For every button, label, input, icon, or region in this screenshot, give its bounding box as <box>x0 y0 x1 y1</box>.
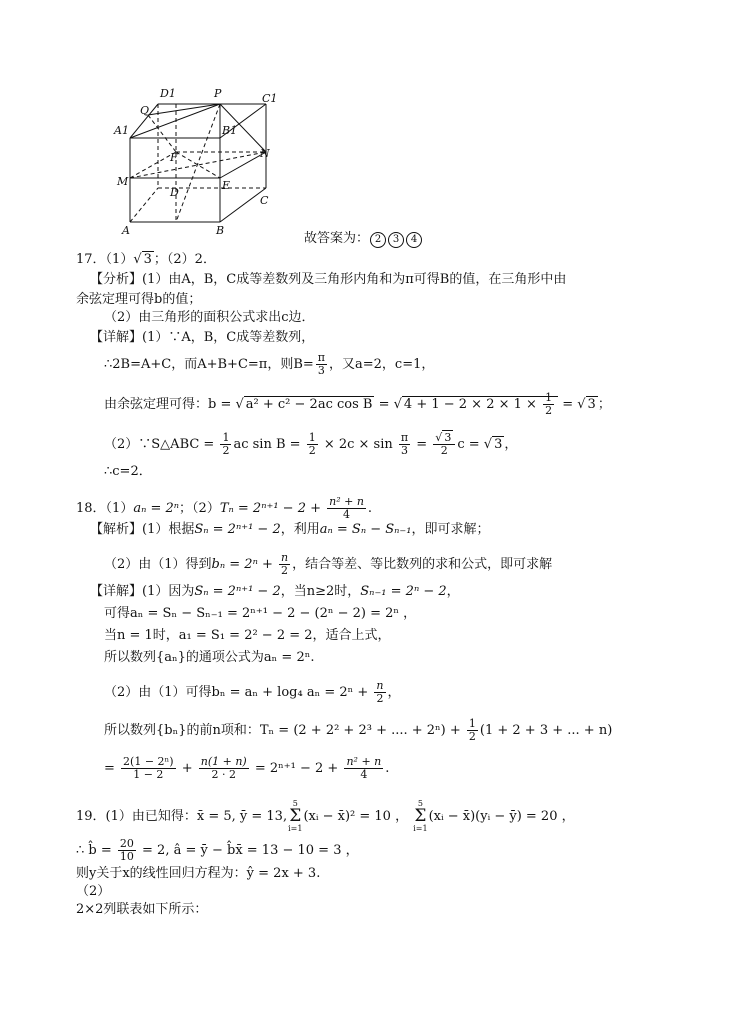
frac-den: 1 − 2 <box>133 768 164 781</box>
label-c: C <box>260 194 269 207</box>
label-m: M <box>117 175 129 188</box>
q19-l1c: (xᵢ − x̄)(yᵢ − ȳ) = 20 ， <box>428 809 575 824</box>
q17-d4d: c = <box>457 437 484 452</box>
q19-l1a: 19．(1）由已知得：x̄ = 5, ȳ = 13, <box>76 809 288 824</box>
q17-detail-4: （2）∵S△ABC = $\frac{1}{2}$ ac sin B = $\frac{1}{2}$ × 2c × sin $\frac{\pi}{3}$ = $\frac{√ 3}{2}$ c = √ 3 ， <box>104 431 518 457</box>
frac-den: 2 <box>222 444 230 457</box>
q19-line-3: 则y关于x的线性回归方程为：ŷ = 2x + 3. <box>76 866 321 881</box>
circled-4: 4 <box>406 232 422 248</box>
frac-n-2 <box>279 552 290 577</box>
frac-den: 10 <box>119 850 134 863</box>
frac-num: 1 <box>545 391 553 404</box>
q17-d3rad2 <box>402 391 558 417</box>
q17-mid: ；（2）2． <box>153 252 216 267</box>
q17-d3sqrt3: 3 <box>587 397 596 412</box>
frac-sqrt3: 3 <box>444 431 452 444</box>
q17-d4sqrt3: 3 <box>494 437 503 452</box>
frac-den: 2 <box>545 404 553 417</box>
frac-num: n² + n <box>346 755 382 768</box>
q17-d4comma: ， <box>504 437 518 452</box>
sigma-1 <box>288 800 302 833</box>
label-d1: D1 <box>160 87 176 100</box>
frac-den: 2 <box>468 730 476 743</box>
frac-num: n <box>281 551 289 564</box>
q19-line-4: （2） <box>76 884 111 899</box>
label-c1: C1 <box>262 92 278 105</box>
q17-d4eq: = <box>412 437 432 452</box>
q18-d7end: . <box>385 761 390 776</box>
q18-detail-7 <box>104 756 389 781</box>
frac-den: 2 <box>376 692 384 705</box>
frac-den: 3 <box>317 364 325 377</box>
frac-den: 3 <box>401 444 408 457</box>
q17-d4c: × 2c × sin <box>319 437 397 452</box>
frac-1-2d <box>467 718 478 743</box>
q18-d1d: Sₙ₋₁ = 2ⁿ − 2 <box>360 584 447 599</box>
frac-den: 4 <box>360 768 368 781</box>
sigma-top: 5 <box>292 799 298 808</box>
q17-detail-5: ∴c=2． <box>104 464 152 479</box>
answer-16 <box>304 231 423 248</box>
frac-1-2b <box>220 432 231 457</box>
sigma-symbol: Σ <box>289 806 302 826</box>
frac-num: π <box>317 351 326 364</box>
q17-detail-2 <box>104 352 434 377</box>
frac-1-2 <box>543 392 554 417</box>
q17-d3eq: = <box>374 397 394 412</box>
frac-pi-3b <box>399 432 410 457</box>
q17-d2a: ∴2B=A+C，而A+B+C=π，则B= <box>104 357 314 372</box>
q17-head-text: 17．（1） <box>76 252 134 267</box>
q18-d7pre: = <box>104 761 120 776</box>
frac-num: 1 <box>468 717 476 730</box>
q19-l2a: ∴ b̂ = <box>76 843 116 858</box>
sigma-bottom: i=1 <box>413 824 428 833</box>
q18-analysis-2 <box>104 552 552 577</box>
sigma-symbol: Σ <box>414 806 427 826</box>
q18-d7mid: = 2ⁿ⁺¹ − 2 + <box>250 761 343 776</box>
cube-figure <box>108 82 288 240</box>
frac-num: 1 <box>222 431 230 444</box>
q18-plus: + <box>177 761 197 776</box>
label-q: Q <box>140 104 150 117</box>
q18-d1b: Sₙ = 2ⁿ⁺¹ − 2 <box>194 584 281 599</box>
q17-d4a: （2）∵S△ABC = <box>104 437 219 452</box>
q18-detail-6 <box>104 718 612 743</box>
q18-a1c: ，利用 <box>280 522 320 537</box>
q17-sqrt3: 3 <box>143 252 152 267</box>
q18-analysis-1 <box>90 522 490 538</box>
label-p: P <box>214 87 222 100</box>
q18-head <box>76 496 372 521</box>
frac-den: 2 <box>281 564 289 577</box>
frac-num: n² + n <box>329 495 364 508</box>
q18-a1a: 【解析】(1）根据 <box>90 522 195 537</box>
circled-3: 3 <box>388 232 404 248</box>
frac-num: √ 3 <box>433 432 455 445</box>
q18-dot: . <box>367 501 373 516</box>
q17-analysis-2: 余弦定理可得b的值； <box>76 292 202 307</box>
frac-n2n-4 <box>327 496 366 521</box>
q19-l1b: (xᵢ − x̄)² = 10 ， <box>303 809 409 824</box>
q18-d1c: ，当n≥2时， <box>280 584 361 599</box>
frac-den: 2 <box>308 444 316 457</box>
q18-detail-1 <box>90 584 460 600</box>
q17-d3rad: a² + c² − 2ac cos B <box>245 397 373 412</box>
cube-diagram <box>108 82 288 240</box>
label-n: N <box>260 147 270 160</box>
q18-d6a: 所以数列{bₙ}的前n项和：Tₙ = (2 + 2² + 2³ + .... + 2ⁿ) + <box>104 723 465 738</box>
label-d: D <box>170 186 179 199</box>
label-f: F <box>170 151 178 164</box>
q19-line-5: 2×2列联表如下所示： <box>76 902 208 917</box>
q18-a1d: aₙ = Sₙ − Sₙ₋₁ <box>319 522 412 537</box>
q18-detail-2: 可得aₙ = Sₙ − Sₙ₋₁ = 2ⁿ⁺¹ − 2 − (2ⁿ − 2) = 2ⁿ ， <box>104 606 417 621</box>
q17-d3rad2-text: 4 + 1 − 2 × 2 × 1 × <box>403 397 542 412</box>
q18-head-text: 18．（1） <box>76 501 134 516</box>
frac-geom <box>121 756 176 781</box>
q18-detail-4: 所以数列{aₙ}的通项公式为aₙ = 2ⁿ. <box>104 650 315 665</box>
frac-num: π <box>400 431 409 444</box>
q18-a1b: Sₙ = 2ⁿ⁺¹ − 2 <box>194 522 281 537</box>
sigma-top: 5 <box>417 799 423 808</box>
q18-d5a: （2）由（1）可得bₙ = aₙ + log₄ aₙ = 2ⁿ + <box>104 685 373 700</box>
frac-num: n(1 + n) <box>200 755 247 768</box>
circled-2: 2 <box>370 232 386 248</box>
frac-arith <box>199 756 249 781</box>
frac-sqrt3-2 <box>433 432 455 457</box>
label-e: E <box>222 179 231 192</box>
q18-detail-3: 当n = 1时，a₁ = S₁ = 2² − 2 = 2，适合上式， <box>104 628 391 643</box>
frac-pi-3 <box>316 352 327 377</box>
q18-a2b: bₙ = 2ⁿ + <box>211 557 277 572</box>
q19-line-2 <box>76 838 359 863</box>
q17-d3semi: ； <box>597 397 611 412</box>
q18-d1a: 【详解】(1）因为 <box>90 584 195 599</box>
q18-ans2: Tₙ = 2ⁿ⁺¹ − 2 + <box>219 501 326 516</box>
frac-num: n <box>376 679 384 692</box>
frac-num: 2(1 − 2ⁿ) <box>123 755 174 768</box>
sigma-2 <box>413 800 427 833</box>
q18-d5b: ， <box>387 685 401 700</box>
q17-d3end: = <box>558 397 578 412</box>
frac-den: 2 <box>440 444 448 457</box>
q18-a2c: ，结合等差、等比数列的求和公式，即可求解 <box>292 557 553 572</box>
q17-analysis-3: （2）由三角形的面积公式求出c边． <box>104 310 315 325</box>
q18-ans1: aₙ = 2ⁿ <box>133 501 180 516</box>
q17-head: 17．（1）√ 3 ；（2）2． <box>76 252 216 267</box>
frac-1-2c <box>307 432 318 457</box>
sigma-bottom: i=1 <box>288 824 303 833</box>
frac-n2n-4b <box>344 756 383 781</box>
q18-d1e: ， <box>446 584 460 599</box>
answer-prefix: 故答案为： <box>304 231 370 246</box>
label-b1: B1 <box>222 124 238 137</box>
q17-detail-1: 【详解】(1）∵A，B，C成等差数列， <box>90 330 315 345</box>
q17-detail-3: 由余弦定理可得：b = √ a² + c² − 2ac cos B = √ 4 + 1 − 2 × 2 × 1 × $\frac{1}{2}$ = √ 3 ； <box>104 391 611 417</box>
frac-20-10 <box>118 838 136 863</box>
q17-d3a: 由余弦定理可得：b = <box>104 397 236 412</box>
q19-l2b: = 2, â = ȳ − b̂x̄ = 13 − 10 = 3 ， <box>137 843 359 858</box>
q17-d2b: ，又a=2，c=1， <box>329 357 435 372</box>
q17-d4b: ac sin B = <box>233 437 305 452</box>
frac-n-2b <box>374 680 385 705</box>
label-b: B <box>216 224 225 237</box>
label-a: A <box>122 224 130 237</box>
q18-a2a: （2）由（1）得到 <box>104 557 212 572</box>
frac-den: 2 · 2 <box>211 768 236 781</box>
label-a1: A1 <box>114 124 129 137</box>
frac-num: 20 <box>119 837 134 850</box>
q18-detail-5 <box>104 680 401 705</box>
frac-den: 4 <box>343 508 351 521</box>
frac-num: 1 <box>308 431 316 444</box>
q18-d6b: (1 + 2 + 3 + ... + n) <box>479 723 613 738</box>
q17-analysis-1: 【分析】(1）由A，B，C成等差数列及三角形内角和为π可得B的值，在三角形中由 <box>90 272 567 287</box>
q18-a1e: ，即可求解； <box>411 522 490 537</box>
q18-mid: ；（2） <box>179 501 220 516</box>
q19-line-1 <box>76 800 575 833</box>
